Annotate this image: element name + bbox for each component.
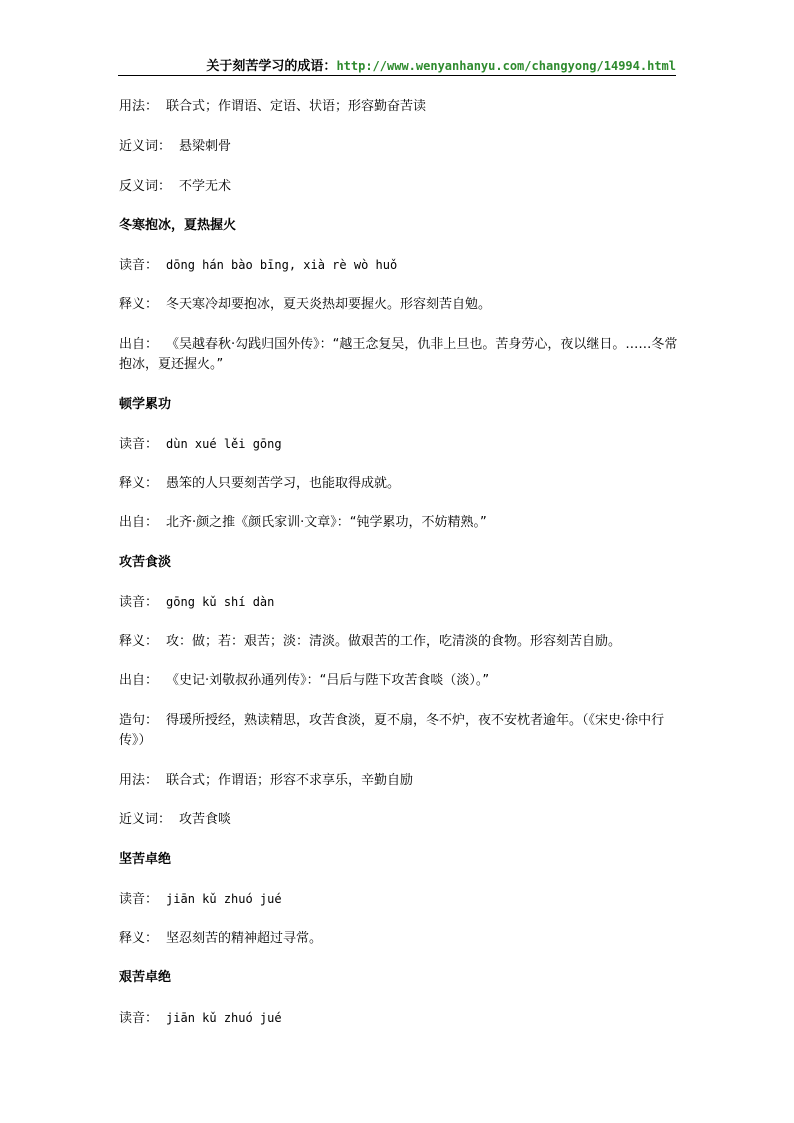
reading-line: 读音： jiān kǔ zhuó jué [119, 1011, 282, 1026]
source-line: 出自： 《吴越春秋·勾践归国外传》：“越王念复吴，仇非上旦也。苦身劳心，夜以继日。……冬常抱冰，夏还握火。” [119, 337, 678, 372]
meaning-line: 释义： 攻：做；若：艰苦；淡：清淡。做艰苦的工作，吃清淡的食物。形容刻苦自励。 [119, 634, 622, 649]
reading-line: 读音： dùn xué lěi gōng [119, 437, 282, 452]
synonym-line: 近义词： 悬梁刺骨 [119, 139, 232, 154]
usage-line: 用法： 联合式；作谓语；形容不求享乐，辛勤自励 [119, 773, 414, 788]
reading-line: 读音： jiān kǔ zhuó jué [119, 892, 282, 907]
meaning-line: 释义： 愚笨的人只要刻苦学习，也能取得成就。 [119, 476, 401, 491]
idiom-title: 坚苦卓绝 [119, 852, 172, 867]
antonym-line: 反义词： 不学无术 [119, 179, 232, 194]
source-line: 出自： 北齐·颜之推《颜氏家训·文章》：“钝学累功，不妨精熟。” [119, 515, 487, 530]
idiom-title: 冬寒抱冰，夏热握火 [119, 218, 237, 233]
idiom-title: 顿学累功 [119, 397, 172, 412]
source-line: 出自： 《史记·刘敬叔孙通列传》：“吕后与陛下攻苦食啖（淡）。” [119, 673, 490, 688]
idiom-title: 艰苦卓绝 [119, 970, 172, 985]
page-header [118, 58, 676, 76]
meaning-line: 释义： 坚忍刻苦的精神超过寻常。 [119, 931, 323, 946]
example-line: 造句： 得瑗所授经，熟读精思，攻苦食淡，夏不扇，冬不炉，夜不安枕者逾年。（《宋史·徐中行传》） [119, 713, 665, 748]
synonym-line: 近义词： 攻苦食啖 [119, 812, 232, 827]
reading-line: 读音： gōng kǔ shí dàn [119, 595, 275, 610]
header-title: 关于刻苦学习的成语： [206, 59, 337, 74]
reading-line: 读音： dōng hán bào bīng, xià rè wò huǒ [119, 258, 398, 273]
meaning-line: 释义： 冬天寒冷却要抱冰，夏天炎热却要握火。形容刻苦自勉。 [119, 297, 492, 312]
idiom-title: 攻苦食淡 [119, 555, 172, 570]
usage-line: 用法： 联合式；作谓语、定语、状语；形容勤奋苦读 [119, 99, 427, 114]
header-url-link[interactable]: http://www.wenyanhanyu.com/changyong/14994.html [336, 59, 676, 73]
